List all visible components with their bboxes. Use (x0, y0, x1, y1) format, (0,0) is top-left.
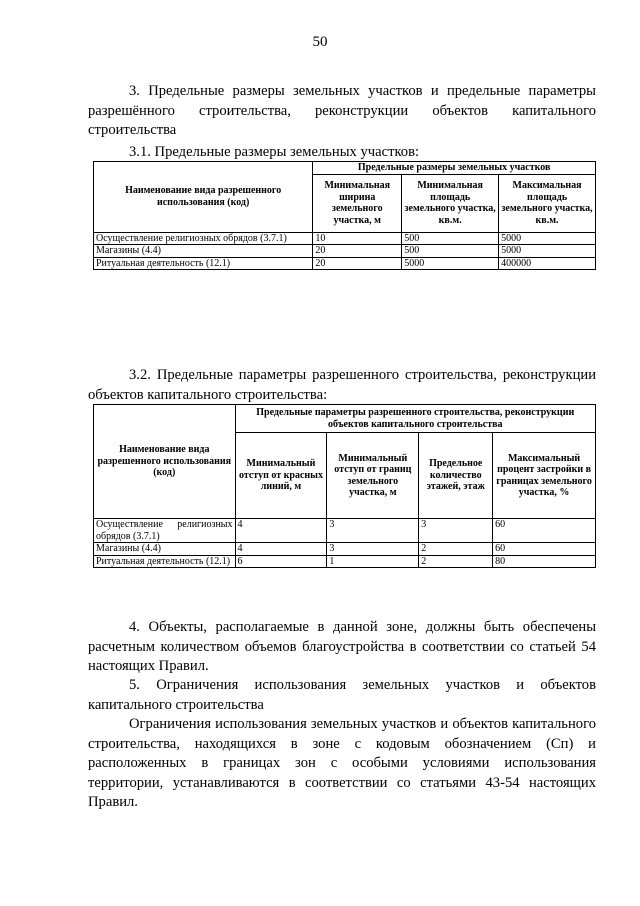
table-row (94, 519, 596, 543)
land-plot-sizes-table (93, 161, 596, 270)
table2-cell: 2 (419, 555, 493, 568)
table1-col-max-area: Максимальная площадь земельного участка, кв.м. (499, 174, 596, 232)
construction-parameters-table (93, 404, 596, 568)
table2-cell: 60 (493, 543, 596, 556)
table2-cell: 4 (235, 519, 327, 543)
section-3-2-heading: 3.2. Предельные параметры разрешенного строительства, реконструкции объектов капитального строительства: (88, 367, 596, 403)
table2-cell: 6 (235, 555, 327, 568)
table2-cell: 4 (235, 543, 327, 556)
table1-cell: 400000 (499, 257, 596, 270)
table2-cell: 3 (327, 519, 419, 543)
table2-row-name: Магазины (4.4) (94, 543, 236, 556)
table2-col-name-header: Наименование вида разрешенного использования (код) (94, 405, 236, 519)
table1-cell: 5000 (402, 257, 499, 270)
table1-row-name: Осуществление религиозных обрядов (3.7.1) (94, 232, 313, 245)
table2-col-red-line-setback: Минимальный отступ от красных линий, м (235, 433, 327, 519)
table1-group-header: Предельные размеры земельных участков (313, 162, 596, 175)
table-row (94, 257, 596, 270)
table2-col-build-percent: Максимальный процент застройки в границах земельного участка, % (493, 433, 596, 519)
section-4-text: 4. Объекты, располагаемые в данной зоне, должны быть обеспечены расчетным количеством объемов благоустройства в соответствии со статьей 54 настоящих Правил. (88, 619, 596, 674)
table1-cell: 500 (402, 245, 499, 258)
table1-cell: 20 (313, 245, 402, 258)
table1-row-name: Ритуальная деятельность (12.1) (94, 257, 313, 270)
table2-cell: 60 (493, 519, 596, 543)
table2-row-name: Осуществление религиозных обрядов (3.7.1) (94, 519, 236, 543)
section-5-text: Ограничения использования земельных участков и объектов капитального строительства, находящихся в зоне с кодовым обозначением (Сп) и расположенных в границах зон с особыми условиями использования территории, устанавливаются в соответствии со статьями 43-54 настоящих Правил. (88, 716, 596, 810)
table2-row-name: Ритуальная деятельность (12.1) (94, 555, 236, 568)
table1-row-name: Магазины (4.4) (94, 245, 313, 258)
table2-cell: 2 (419, 543, 493, 556)
table1-cell: 20 (313, 257, 402, 270)
table2-cell: 80 (493, 555, 596, 568)
table1-cell: 5000 (499, 245, 596, 258)
page-number: 50 (312, 34, 328, 50)
table2-cell: 3 (327, 543, 419, 556)
table2-group-header: Предельные параметры разрешенного строительства, реконструкции объектов капитального строительства (235, 405, 595, 433)
table1-cell: 5000 (499, 232, 596, 245)
table1-col-min-width: Минимальная ширина земельного участка, м (313, 174, 402, 232)
section-3-1-heading: 3.1. Предельные размеры земельных участков: (129, 144, 420, 160)
table2-cell: 1 (327, 555, 419, 568)
section-3-heading: 3. Предельные размеры земельных участков и предельные параметры разрешённого строительства, реконструкции объектов капитального строительства (88, 83, 596, 138)
table-row (94, 555, 596, 568)
table2-col-border-setback: Минимальный отступ от границ земельного участка, м (327, 433, 419, 519)
table2-cell: 3 (419, 519, 493, 543)
table-row (94, 245, 596, 258)
table1-cell: 500 (402, 232, 499, 245)
table-row (94, 543, 596, 556)
table1-col-min-area: Минимальная площадь земельного участка, кв.м. (402, 174, 499, 232)
table1-col-name-header: Наименование вида разрешенного использования (код) (94, 162, 313, 233)
section-5-heading: 5. Ограничения использования земельных участков и объектов капитального строительства (88, 677, 596, 713)
table-row (94, 232, 596, 245)
table2-col-floors: Предельное количество этажей, этаж (419, 433, 493, 519)
table1-cell: 10 (313, 232, 402, 245)
